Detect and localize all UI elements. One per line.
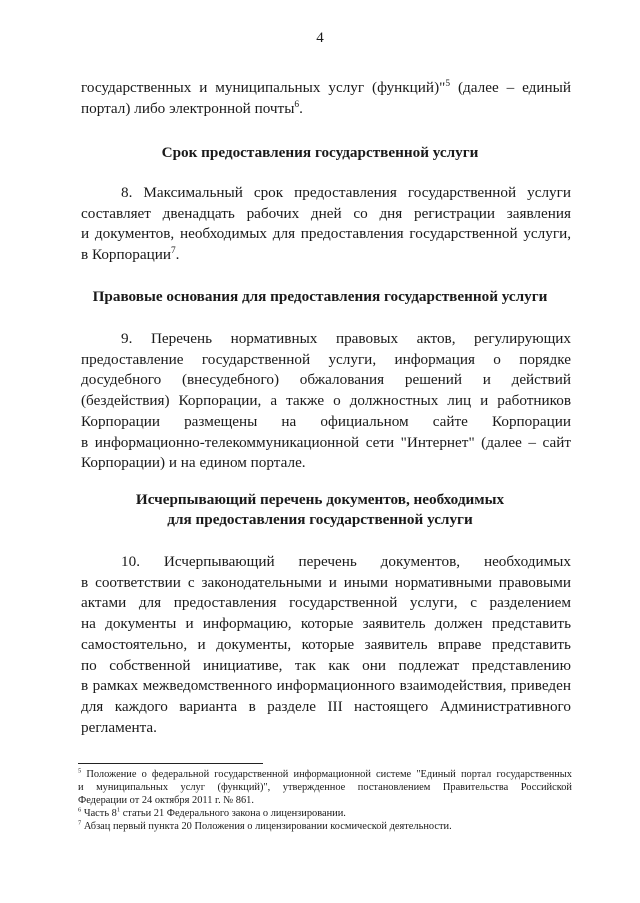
footnote-7 bbox=[78, 820, 572, 833]
paragraph-10-line: в соответствии с законодательными и иными нормативными правовыми bbox=[81, 573, 571, 591]
heading-legal-basis: Правовые основания для предоставления государственной услуги bbox=[92, 288, 548, 305]
paragraph-10-line: на документы и информацию, которые заявитель должен представить bbox=[81, 615, 571, 633]
paragraph-10-line: для каждого варианта в разделе III настоящего Административного bbox=[81, 697, 571, 715]
footnotes bbox=[78, 768, 572, 833]
paragraph-8 bbox=[81, 183, 571, 266]
footnote-separator bbox=[78, 763, 263, 764]
paragraph-8-end: . bbox=[175, 246, 180, 264]
footnote-7-marker: 7 bbox=[78, 819, 82, 827]
footnote-ref-5: 5 bbox=[445, 78, 451, 89]
footnote-6-text-b: статьи 21 Федерального закона о лицензировании. bbox=[120, 808, 346, 819]
paragraph-8-line: составляет двенадцать рабочих дней со дня регистрации заявления bbox=[81, 204, 571, 222]
paragraph-8-line: и документов, необходимых для предоставления государственной услуги, bbox=[81, 225, 571, 243]
paragraph-10-line: в рамках межведомственного информационного взаимодействия, приведен bbox=[81, 677, 571, 695]
paragraph-10-line: актами для предоставления государственной услуги, с разделением bbox=[81, 594, 571, 612]
footnote-6-part-superscript: 1 bbox=[116, 806, 121, 814]
paragraph-9-line: 9. Перечень нормативных правовых актов, регулирующих bbox=[121, 330, 571, 347]
paragraph-8-line: 8. Максимальный срок предоставления государственной услуги bbox=[121, 184, 571, 201]
paragraph-10-line: регламента. bbox=[81, 718, 157, 736]
paragraph-9-line: (бездействия) Корпорации, а также о должностных лиц и работников bbox=[81, 392, 571, 410]
paragraph-8-last-text: в Корпорации bbox=[81, 246, 171, 264]
intro-line-2 bbox=[81, 99, 571, 120]
intro-text bbox=[81, 78, 571, 119]
footnote-ref-7: 7 bbox=[170, 246, 176, 257]
intro-line-2-b: . bbox=[299, 99, 303, 117]
paragraph-9-line: предоставление государственной услуги, информация о порядке bbox=[81, 350, 571, 368]
paragraph-10-line: 10. Исчерпывающий перечень документов, необходимых bbox=[121, 553, 571, 570]
footnote-5-line: и муниципальных услуг (функций)", утвержденное постановлением Правительства Российской bbox=[78, 782, 572, 793]
footnote-5-marker: 5 bbox=[78, 767, 82, 775]
paragraph-10-line: по собственной инициативе, так как они подлежат представлению bbox=[81, 656, 571, 674]
heading-term: Срок предоставления государственной услуги bbox=[161, 144, 479, 161]
paragraph-9 bbox=[81, 329, 571, 474]
footnote-6-marker: 6 bbox=[78, 806, 82, 814]
paragraph-8-last-line bbox=[81, 245, 571, 266]
footnote-6-text-a: Часть 8 bbox=[81, 808, 117, 819]
paragraph-10 bbox=[81, 552, 571, 738]
footnote-7-text: Абзац первый пункта 20 Положения о лицензировании космической деятельности. bbox=[81, 821, 452, 832]
intro-line-2-a: портал) либо электронной почты bbox=[81, 99, 295, 117]
paragraph-9-line: досудебного (внесудебного) обжалования решений и действий bbox=[81, 371, 571, 389]
paragraph-9-line: Корпорации размещены на официальном сайте Корпорации bbox=[81, 412, 571, 430]
heading-documents-line-1: Исчерпывающий перечень документов, необходимых bbox=[135, 491, 505, 508]
footnote-ref-6: 6 bbox=[294, 99, 300, 110]
paragraph-9-line: Корпорации) и на едином портале. bbox=[81, 454, 306, 472]
footnote-6 bbox=[78, 807, 572, 820]
footnote-5-text: Положение о федеральной государственной информационной системе "Единый портал государственных bbox=[81, 769, 572, 780]
intro-line-1-b: (далее – единый bbox=[450, 79, 571, 96]
paragraph-10-line: самостоятельно, и документы, которые заявитель вправе представить bbox=[81, 635, 571, 653]
footnote-5-line: Федерации от 24 октября 2011 г. № 861. bbox=[78, 795, 254, 806]
footnote-5-line bbox=[78, 768, 572, 781]
heading-documents-line-2: для предоставления государственной услуги bbox=[167, 511, 473, 528]
intro-line-1-a: государственных и муниципальных услуг (функций)" bbox=[81, 79, 446, 96]
paragraph-9-line: в информационно-телекоммуникационной сети "Интернет" (далее – сайт bbox=[81, 433, 571, 451]
intro-line-1 bbox=[81, 78, 571, 99]
page-number: 4 bbox=[316, 30, 324, 46]
